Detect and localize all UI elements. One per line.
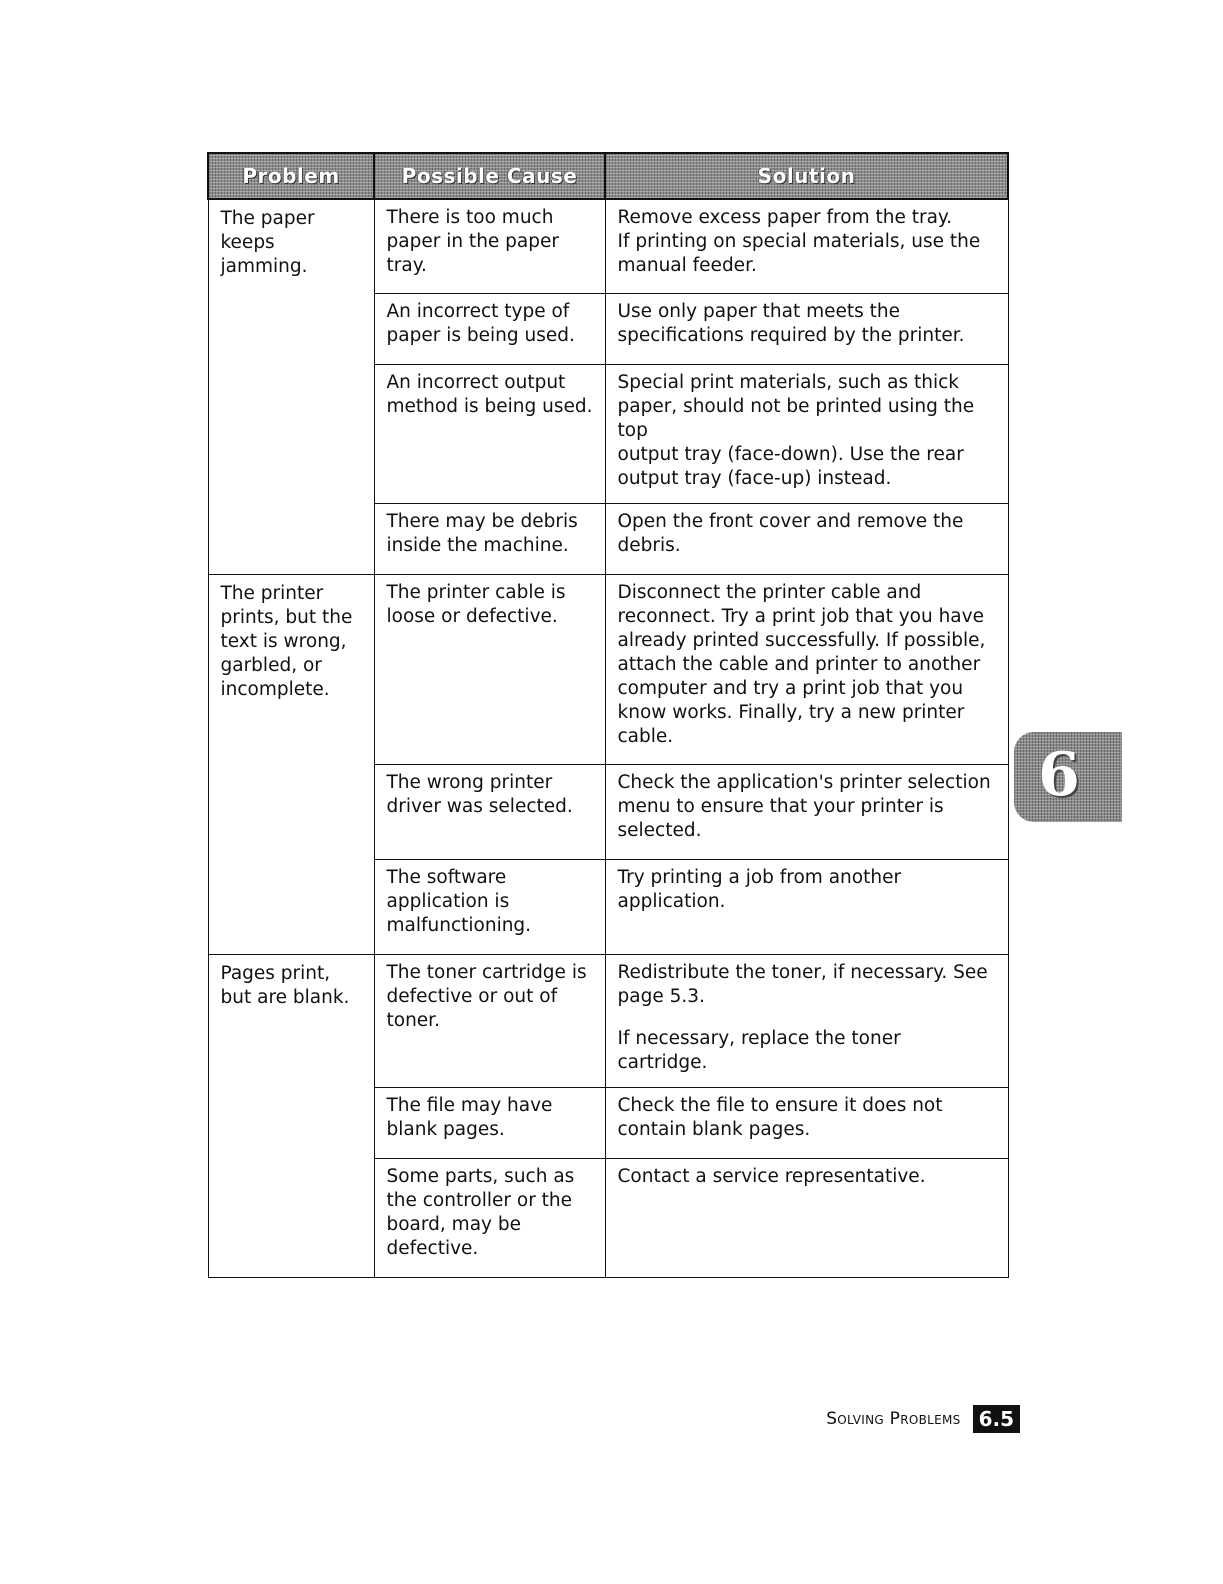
cause-text: paper is being used. (386, 324, 575, 346)
problem-text: jamming. (220, 256, 308, 277)
cause-text: The software (386, 866, 507, 888)
problem-text: The paper (220, 208, 315, 229)
cause-text: The wrong printer (386, 771, 553, 793)
cause-cell (374, 954, 605, 1087)
cause-text: An incorrect output (386, 371, 566, 393)
problem-text: keeps (220, 232, 275, 253)
solution-text: Use only paper that meets the (617, 300, 901, 322)
problem-text: garbled, or (220, 654, 322, 676)
solution-text: Try printing a job from another (617, 866, 902, 888)
table-row (208, 199, 1008, 293)
table-row (208, 954, 1008, 1087)
solution-text: paper, should not be printed using the top (617, 395, 975, 441)
problem-cell-paper-jam (208, 199, 374, 574)
solution-text: manual feeder. (617, 255, 757, 276)
solution-text: selected. (617, 819, 702, 841)
solution-cell (605, 1087, 1008, 1158)
solution-text: already printed successfully. If possible, (617, 629, 986, 651)
cause-text: An incorrect type of (386, 300, 570, 322)
table-header (208, 153, 1008, 199)
cause-cell (374, 1158, 605, 1277)
cause-cell (374, 764, 605, 859)
header-problem: Problem (208, 153, 374, 199)
problem-text: text is wrong, (220, 630, 347, 652)
footer-section-title: Solving Problems (826, 1409, 961, 1429)
cause-text: board, may be (386, 1213, 521, 1235)
header-possible-cause: Possible Cause (374, 153, 605, 199)
chapter-number: 6 (1038, 740, 1080, 810)
solution-cell (605, 503, 1008, 574)
cause-cell (374, 293, 605, 364)
page-footer (826, 1404, 1020, 1434)
solution-text: attach the cable and printer to another (617, 653, 981, 675)
cause-text: driver was selected. (386, 795, 573, 817)
solution-cell (605, 764, 1008, 859)
troubleshooting-table (207, 152, 1009, 1278)
cause-cell (374, 199, 605, 293)
cause-cell (374, 1087, 605, 1158)
solution-text: reconnect. Try a print job that you have (617, 605, 984, 627)
problem-text: The printer (220, 582, 324, 604)
solution-cell (605, 364, 1008, 503)
cause-cell (374, 574, 605, 764)
cause-text: Some parts, such as (386, 1165, 575, 1187)
problem-text: prints, but the (220, 606, 353, 628)
cause-text: defective or out of (386, 985, 558, 1007)
cause-text: malfunctioning. (386, 914, 532, 936)
solution-text: output tray (face-down). Use the rear (617, 443, 964, 465)
cause-text: defective. (386, 1237, 479, 1259)
solution-text: contain blank pages. (617, 1118, 811, 1140)
paragraph-gap (618, 1009, 996, 1027)
solution-text: Check the application's printer selection (617, 771, 991, 793)
cause-cell (374, 859, 605, 954)
solution-cell (605, 954, 1008, 1087)
cause-text: tray. (386, 255, 427, 276)
solution-text: menu to ensure that your printer is (617, 795, 944, 817)
cause-text: method is being used. (386, 395, 593, 417)
solution-cell (605, 574, 1008, 764)
solution-cell (605, 1158, 1008, 1277)
cause-text: The toner cartridge is (386, 961, 587, 983)
cause-text: There is too much (386, 207, 554, 228)
problem-text: incomplete. (220, 678, 330, 700)
cause-text: loose or defective. (386, 605, 558, 627)
solution-text: Disconnect the printer cable and (617, 581, 922, 603)
solution-text: computer and try a print job that you (617, 677, 964, 699)
solution-cell (605, 293, 1008, 364)
problem-cell-garbled-text (208, 574, 374, 954)
table-body (208, 199, 1008, 1277)
page-number-badge: 6.5 (973, 1405, 1020, 1433)
solution-text: Open the front cover and remove the (617, 510, 964, 532)
solution-cell (605, 859, 1008, 954)
solution-cell (605, 199, 1008, 293)
cause-text: the controller or the (386, 1189, 573, 1211)
chapter-tab (1014, 732, 1122, 822)
solution-text: If necessary, replace the toner cartridge. (617, 1027, 901, 1073)
table-row (208, 574, 1008, 764)
cause-text: application is (386, 890, 510, 912)
solution-text: Remove excess paper from the tray. (617, 207, 953, 228)
cause-text: There may be debris (386, 510, 578, 532)
solution-text: application. (617, 890, 726, 912)
problem-text: Pages print, (220, 962, 331, 984)
solution-text: specifications required by the printer. (617, 324, 965, 346)
solution-text: output tray (face-up) instead. (617, 467, 892, 489)
solution-text: Contact a service representative. (617, 1165, 926, 1187)
cause-text: The file may have (386, 1094, 553, 1116)
solution-text: cable. (617, 725, 674, 747)
solution-text: Redistribute the toner, if necessary. See (617, 961, 988, 983)
cause-cell (374, 503, 605, 574)
header-solution: Solution (605, 153, 1008, 199)
solution-text: Special print materials, such as thick (617, 371, 960, 393)
cause-text: blank pages. (386, 1118, 505, 1140)
cause-text: toner. (386, 1009, 440, 1031)
solution-text: page 5.3. (617, 985, 705, 1007)
cause-text: The printer cable is (386, 581, 566, 603)
solution-text: know works. Finally, try a new printer (617, 701, 965, 723)
cause-text: paper in the paper (386, 231, 559, 252)
cause-text: inside the machine. (386, 534, 569, 556)
problem-cell-blank-pages (208, 954, 374, 1277)
problem-text: but are blank. (220, 986, 350, 1008)
solution-text: Check the file to ensure it does not (617, 1094, 943, 1116)
solution-text: If printing on special materials, use the (617, 231, 981, 252)
cause-cell (374, 364, 605, 503)
solution-text: debris. (617, 534, 681, 556)
